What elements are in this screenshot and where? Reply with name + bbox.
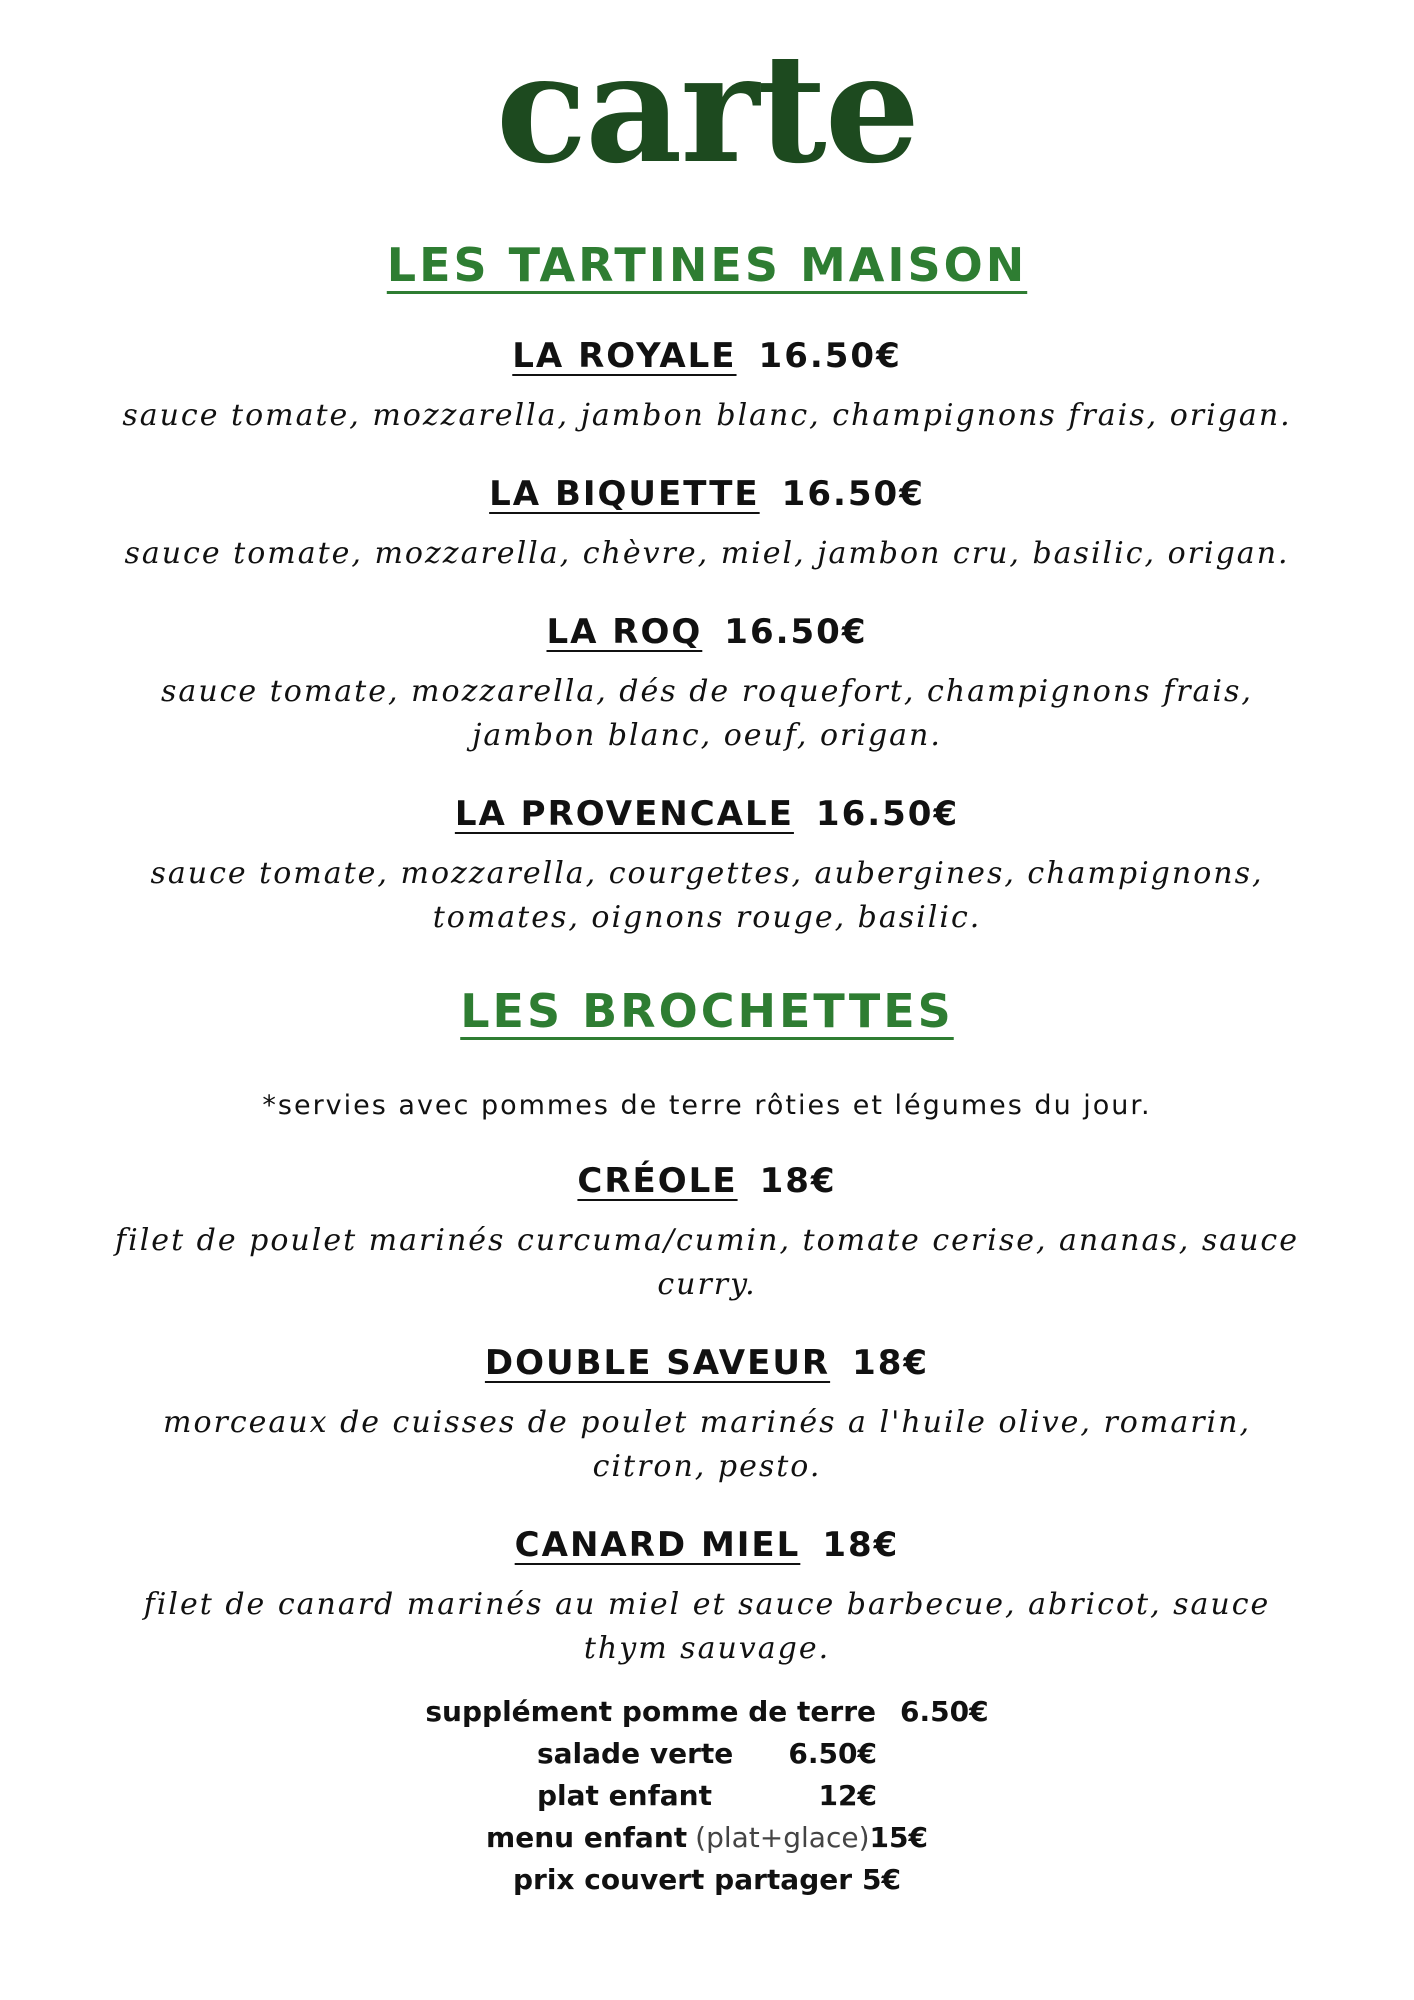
section-heading-brochettes: LES BROCHETTES: [460, 984, 954, 1038]
extra-detail: (plat+glace): [695, 1821, 870, 1854]
extra-label: prix couvert partager: [512, 1863, 853, 1896]
extra-price: 12€: [818, 1779, 877, 1812]
menu-item-roq: [0, 612, 1414, 758]
item-description-line: filet de canard marinés au miel et sauce barbecue, abricot, sauce: [143, 1587, 1271, 1622]
extra-label: plat enfant: [537, 1779, 712, 1812]
menu-item-royale: [0, 336, 1414, 438]
extra-item: [0, 1817, 1414, 1859]
item-price: 16.50€: [724, 612, 868, 652]
extra-label: salade verte: [537, 1737, 734, 1770]
menu-item-double-saveur: [0, 1343, 1414, 1489]
item-price: 18€: [822, 1525, 900, 1565]
item-price: 16.50€: [815, 794, 960, 834]
item-price: 18€: [759, 1161, 837, 1201]
menu-item-provencale: [0, 794, 1414, 940]
extra-price: 6.50€: [788, 1737, 877, 1770]
item-description-line: morceaux de cuisses de poulet marinés a l'huile olive, romarin,: [163, 1405, 1251, 1440]
extra-item: [0, 1733, 1414, 1775]
item-description: sauce tomate, mozzarella, jambon blanc, champignons frais, origan.: [122, 398, 1292, 433]
extra-item: [0, 1775, 1414, 1817]
extra-price: 5€: [862, 1863, 902, 1896]
item-name: DOUBLE SAVEUR: [484, 1343, 831, 1383]
item-description-line: sauce tomate, mozzarella, courgettes, aubergines, champignons,: [150, 856, 1264, 891]
item-name: LA ROYALE: [512, 336, 737, 376]
item-description-line: thym sauvage.: [583, 1631, 831, 1666]
item-name: LA BIQUETTE: [489, 474, 760, 514]
extra-price: 15€: [869, 1821, 928, 1854]
page-title: carte: [495, 21, 919, 197]
item-description: sauce tomate, mozzarella, chèvre, miel, jambon cru, basilic, origan.: [124, 536, 1290, 571]
item-price: 16.50€: [758, 336, 902, 376]
extra-label: supplément pomme de terre: [425, 1695, 877, 1728]
item-description-line: curry.: [657, 1267, 757, 1302]
item-description-line: citron, pesto.: [592, 1449, 822, 1484]
extra-item: [0, 1691, 1414, 1733]
item-description-line: tomates, oignons rouge, basilic.: [432, 900, 982, 935]
item-description-line: filet de poulet marinés curcuma/cumin, tomate cerise, ananas, sauce: [115, 1223, 1299, 1258]
item-name: CANARD MIEL: [514, 1525, 801, 1565]
extra-price: 6.50€: [900, 1695, 989, 1728]
menu-item-canard-miel: [0, 1525, 1414, 1671]
item-name: LA PROVENCALE: [454, 794, 794, 834]
section-heading-tartines: LES TARTINES MAISON: [386, 238, 1028, 292]
item-name: CRÉOLE: [577, 1161, 738, 1201]
menu-item-biquette: [0, 474, 1414, 576]
item-price: 16.50€: [781, 474, 925, 514]
extra-label: menu enfant: [486, 1821, 688, 1854]
section-note: *servies avec pommes de terre rôties et légumes du jour.: [262, 1090, 1152, 1121]
extra-item: [0, 1859, 1414, 1901]
item-name: LA ROQ: [546, 612, 703, 652]
item-description-line: jambon blanc, oeuf, origan.: [472, 718, 942, 753]
menu-item-creole: [0, 1161, 1414, 1307]
item-price: 18€: [852, 1343, 930, 1383]
extras-list: [0, 1691, 1414, 1901]
item-description-line: sauce tomate, mozzarella, dés de roquefort, champignons frais,: [161, 674, 1253, 709]
